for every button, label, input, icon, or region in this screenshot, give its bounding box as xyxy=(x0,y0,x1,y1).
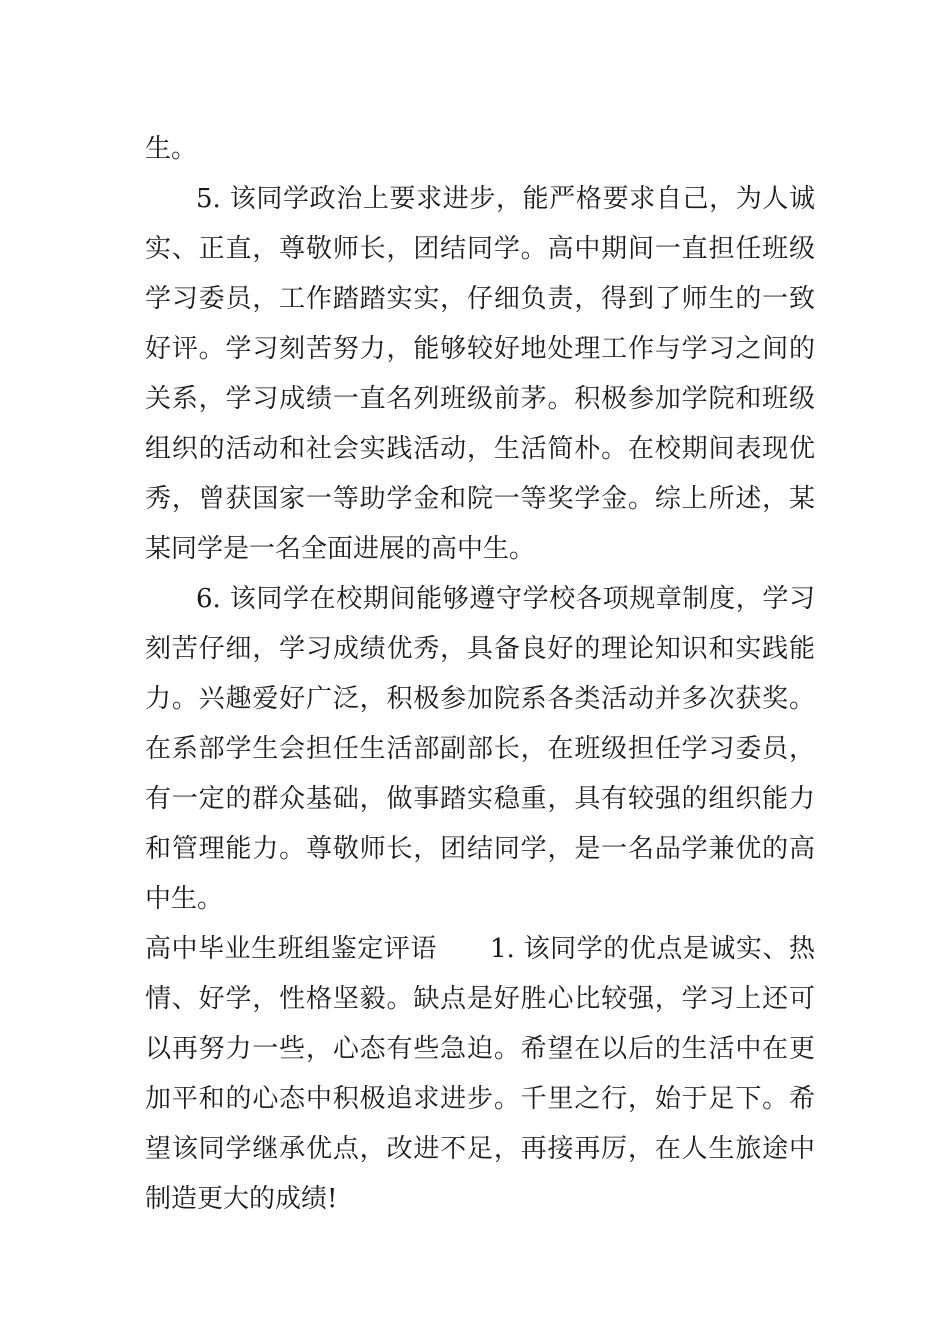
text-line: 有一定的群众基础，做事踏实稳重，具有较强的组织能力 xyxy=(145,784,815,814)
text-line: 和管理能力。尊敬师长，团结同学，是一名品学兼优的高 xyxy=(145,834,815,864)
text-line: 某同学是一名全面进展的高中生。 xyxy=(145,534,536,564)
text-line: 高中毕业生班组鉴定评语 1. 该同学的优点是诚实、热 xyxy=(145,934,815,964)
text-line: 力。兴趣爱好广泛，积极参加院系各类活动并多次获奖。 xyxy=(145,684,815,714)
text-line: 以再努力一些，心态有些急迫。希望在以后的生活中在更 xyxy=(145,1034,815,1064)
text-line: 情、好学，性格坚毅。缺点是好胜心比较强，学习上还可 xyxy=(145,984,815,1014)
text-line: 秀，曾获国家一等助学金和院一等奖学金。综上所述，某 xyxy=(145,484,815,514)
text-line: 生。 xyxy=(145,134,198,164)
text-line: 制造更大的成绩! xyxy=(145,1184,338,1214)
text-line: 刻苦仔细，学习成绩优秀，具备良好的理论知识和实践能 xyxy=(145,634,815,664)
text-line: 关系，学习成绩一直名列班级前茅。积极参加学院和班级 xyxy=(145,384,815,414)
text-line: 好评。学习刻苦努力，能够较好地处理工作与学习之间的 xyxy=(145,334,815,364)
text-line: 5. 该同学政治上要求进步，能严格要求自己，为人诚 xyxy=(196,184,815,214)
text-line: 中生。 xyxy=(145,884,224,914)
text-line: 加平和的心态中积极追求进步。千里之行，始于足下。希 xyxy=(145,1084,815,1114)
text-line: 实、正直，尊敬师长，团结同学。高中期间一直担任班级 xyxy=(145,234,815,264)
text-line: 学习委员，工作踏踏实实，仔细负责，得到了师生的一致 xyxy=(145,284,815,314)
text-line: 望该同学继承优点，改进不足，再接再厉，在人生旅途中 xyxy=(145,1134,815,1164)
text-line: 组织的活动和社会实践活动，生活简朴。在校期间表现优 xyxy=(145,434,815,464)
text-line: 6. 该同学在校期间能够遵守学校各项规章制度，学习 xyxy=(196,584,815,614)
text-line: 在系部学生会担任生活部副部长，在班级担任学习委员， xyxy=(145,734,815,764)
